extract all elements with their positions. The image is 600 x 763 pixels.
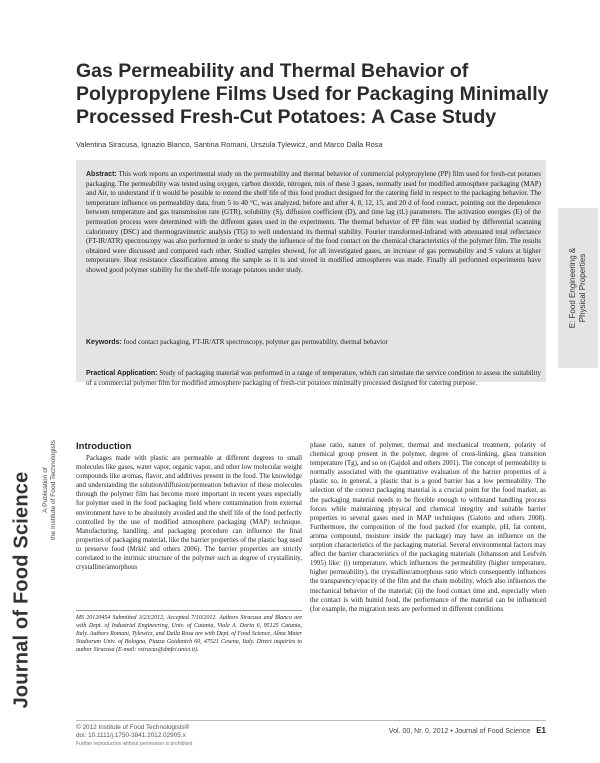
introduction-paragraph-left: Packages made with plastic are permeable at different degrees to small molecules like gases, water vapor, organic vapor, and other low molecular weight compounds like aromas, flavor, and additives present in the food. The knowledge and understanding the solution/diffusion/permeation behavior of these molecules through the polymer film has become more important in recent years especially for polymer used in the food packaging field where contamination from external environment have to be absolutely avoided and the shelf life of the food perfectly controlled by the use of modified atmosphere packaging (MAP) technique. Manufacturing, handling, and packaging procedure can influence the final properties of packaging material, like the barrier properties of the plastic bag used to preserve food (Mrkić and others 2006). The barrier properties are strictly correlated to the intrinsic structure of the polymer such as degree of crystallinity, crystalline/amorphous <box>76 455 302 572</box>
keywords-body: food contact packaging, FT-IR/ATR spectroscopy, polymer gas permeability, thermal behavior <box>123 338 388 346</box>
journal-name: Journal of Food Science <box>10 471 33 709</box>
publisher-line-1: A Publication of <box>42 467 49 513</box>
author-list: Valentina Siracusa, Ignazio Blanco, Santina Romani, Urszula Tylewicz, and Marco Dalla Rosa <box>76 140 383 149</box>
practical-application <box>86 369 541 388</box>
section-tab-line-1: E: Food Engineering & <box>568 247 577 329</box>
publisher-line-2: the Institute of Food Technologists <box>50 440 57 540</box>
footnote: MS 20120454 Submitted 3/23/2012, Accepted 7/10/2012. Authors Siracusa and Blanco are with Dept. of Industrial Engineering, Univ. of Catania, Viale A. Doria 6, 95125 Catania, Italy. Authors Romani, Tylewicz, and Dalla Rosa are with Dept. of Food Science, Alma Mater Studiorum Univ. of Bologna, Piazza Goidanich 60, 47521 Cesena, Italy. Direct inquiries to author Siracusa (E-mail: vsiracus@dmfci.unict.it). <box>76 615 302 653</box>
section-tab-line-2: Physical Properties <box>578 253 587 323</box>
practical-body: Study of packaging material was performed in a range of temperature, which can simulate the service condition to assess the suitability of a commercial polymer film for modified atmosphere packaging of fresh-cut potatoes minimally processed designed for catering purpose. <box>86 369 542 387</box>
doi: doi: 10.1111/j.1750-3841.2012.02905.x <box>76 732 186 739</box>
practical-label: Practical Application: <box>86 370 158 377</box>
footer-divider <box>76 720 546 721</box>
footnote-divider <box>76 610 302 611</box>
footer-right <box>389 726 546 735</box>
publisher-note <box>42 440 58 540</box>
paper-title: Gas Permeability and Thermal Behavior of Polypropylene Films Used for Packaging Minimally Processed Fresh-Cut Potatoes: A Case Study <box>76 60 549 128</box>
reproduction-note: Further reproduction without permission is prohibited <box>76 741 193 747</box>
abstract-body: This work reports an experimental study on the permeability and thermal behavior of commercial polypropylene (PP) film used for fresh-cut potatoes packaging. The permeability was tested using oxygen, carbon dioxide, nitrogen, mix of these 3 gases, normally used for modified atmosphere packaging (MAP) and Air, to understand if it would be possible to extend the shelf life of this food product designed for the catering field in respect to the packaging behavior. The temperature influence on permeability data, from 5 to 40 °C, was analyzed, before and after 4, 8, 12, 15, and 20 d of food contact, pointing out the dependence between temperature and gas transmission rate (GTR), solubility (S), diffusion coefficient (D), and time lag (tL) parameters. The activation energies (E) of the permeation process were determined with the different gases used in the experiments. The thermal behavior of PP film was studied by differential scanning calorimetry (DSC) and thermogravimetric analysis (TG) to well understand its thermal stability. Fourier transformed-infrared with attenuated total reflectance (FT-IR/ATR) spectroscopy was also performed in order to study the influence of the food contact on the chemical characteristics of the polymer film. The results obtained were discussed and compared each other. Studied samples showed, for all investigated gases, an increase of gas permeability and S values at higher temperature. Heat resistance classification among the sample as it is and stored in modified atmospheres was made. Finally all performed experiments have showed good polymer stability for the shelf-life storage potatoes under study. <box>86 170 541 274</box>
footer-left <box>76 724 316 748</box>
left-column <box>76 441 302 572</box>
page-number: E1 <box>536 726 546 735</box>
right-column <box>310 441 546 614</box>
section-heading-introduction: Introduction <box>76 441 132 452</box>
keywords <box>86 338 541 348</box>
copyright: © 2012 Institute of Food Technologists® <box>76 724 190 731</box>
abstract-label: Abstract: <box>86 171 117 178</box>
introduction-paragraph-right: phase ratio, nature of polymer, thermal and mechanical treatment, polarity of chemical group present in the polymer, degree of cross-linking, glass transition temperature (Tg), and so on (Gajdoš and others 2001). The concept of permeability is normally associated with the quantitative evaluation of the barrier properties of a plastic so, in general, a plastic that is a good barrier has a low permeability. The selection of the correct packaging material is a crucial point for the food market, as the packaging material needs to be flexible enough to withstand handling process forces while maintaining physical and chemical integrity and suitable barrier properties to several gases used in MAP techniques (Galotto and others 2008). Furthermore, the composition of the food packed (for example, pH, fat content, aroma compound, moisture inside the package) may have an influence on the sorption characteristics of the packaging material. Several environmental factors may affect the barrier characteristics of the packaging materials (Johansson and Leufvén 1995) like: (i) temperature, which influences the permeability (higher temperature, higher permeability), the crystalline/amorphous ratio which consequently influences the transparency/opacity of the film and the chain mobility, which also influences the mechanical behavior of the material; (ii) the food contact time and, especially when the contact is with humid food, the performance of the material can be influenced (for example, the migration tests are performed in different conditions <box>310 442 546 613</box>
journal-spine-logo <box>11 472 34 709</box>
abstract <box>86 170 541 276</box>
section-tab-label <box>568 248 588 329</box>
volume-info: Vol. 00, Nr. 0, 2012 • Journal of Food Science <box>388 728 531 735</box>
keywords-label: Keywords: <box>86 339 122 346</box>
